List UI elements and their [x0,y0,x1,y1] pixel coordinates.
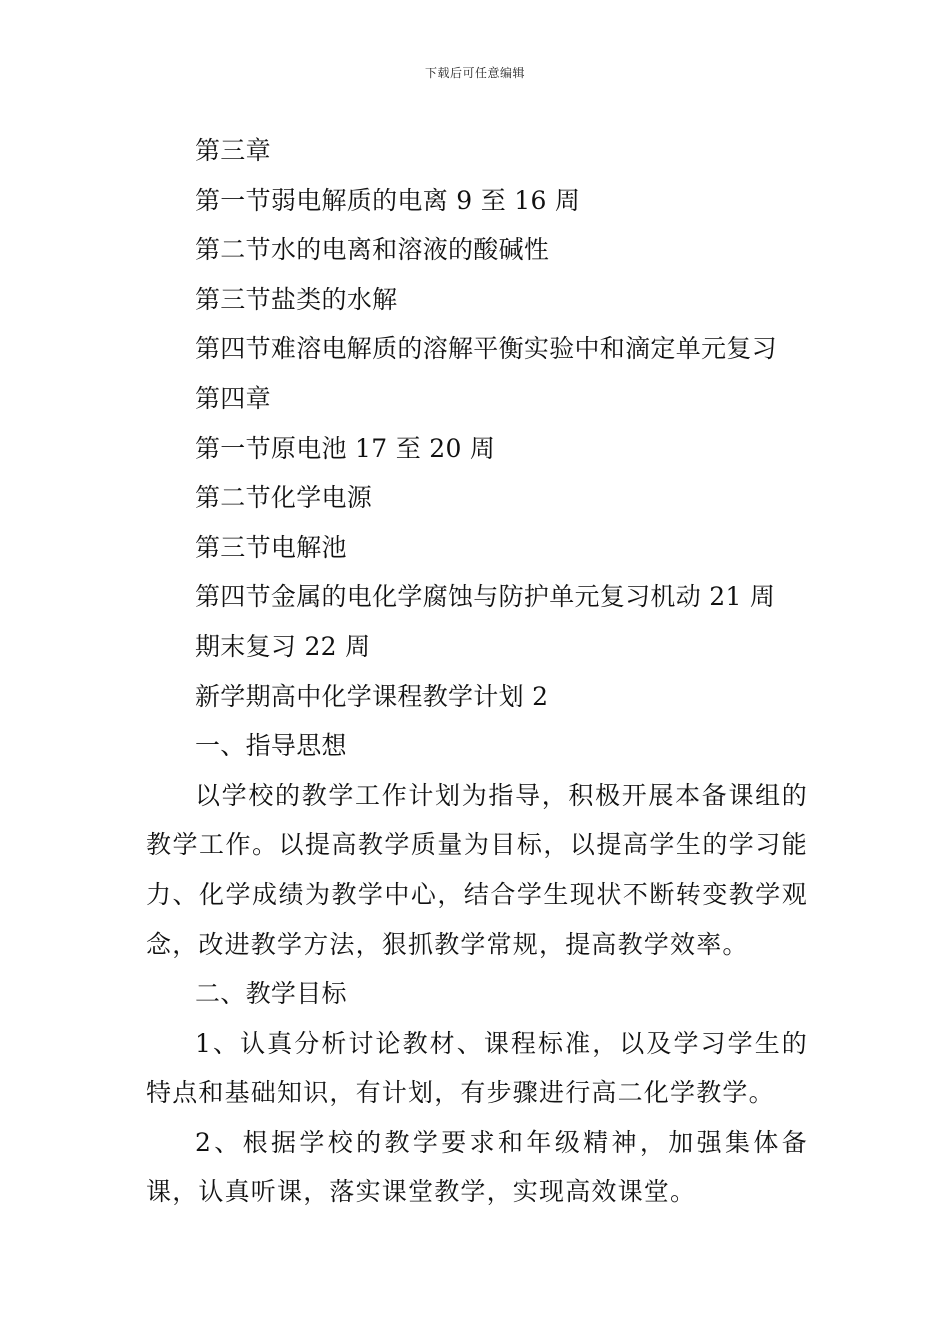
section-heading: 二、教学目标 [195,979,347,1009]
goal-paragraph: 1、认真分析讨论教材、课程标准，以及学习学生的特点和基础知识，有计划，有步骤进行高二化学教学。 [146,1028,808,1108]
schedule-line: 第二节水的电离和溶液的酸碱性 [195,235,550,265]
schedule-line: 第一节原电池 17 至 20 周 [195,433,496,463]
section-heading: 一、指导思想 [195,731,347,761]
schedule-line: 第三节电解池 [195,532,347,562]
schedule-line: 第三节盐类的水解 [195,284,398,314]
plan-title: 新学期高中化学课程教学计划 2 [195,681,549,711]
chapter-3-heading: 第三章 [195,136,271,165]
goal-paragraph: 2、根据学校的教学要求和年级精神，加强集体备课，认真听课，落实课堂教学，实现高效课堂。 [146,1127,808,1207]
page-header: 下载后可任意编辑 [424,66,525,80]
guiding-thought-paragraph: 以学校的教学工作计划为指导，积极开展本备课组的教学工作。以提高教学质量为目标，以提高学生的学习能力、化学成绩为教学中心，结合学生现状不断转变教学观念，改进教学方法，狠抓教学常规，提高教学效率。 [146,780,808,959]
schedule-line: 第一节弱电解质的电离 9 至 16 周 [195,185,581,215]
schedule-line: 期末复习 22 周 [195,631,371,661]
schedule-line: 第四节金属的电化学腐蚀与防护单元复习机动 21 周 [195,582,776,612]
schedule-line: 第二节化学电源 [195,483,373,513]
schedule-line: 第四节难溶电解质的溶解平衡实验中和滴定单元复习 [195,334,777,364]
chapter-4-heading: 第四章 [195,383,271,413]
document-body [146,126,808,1217]
